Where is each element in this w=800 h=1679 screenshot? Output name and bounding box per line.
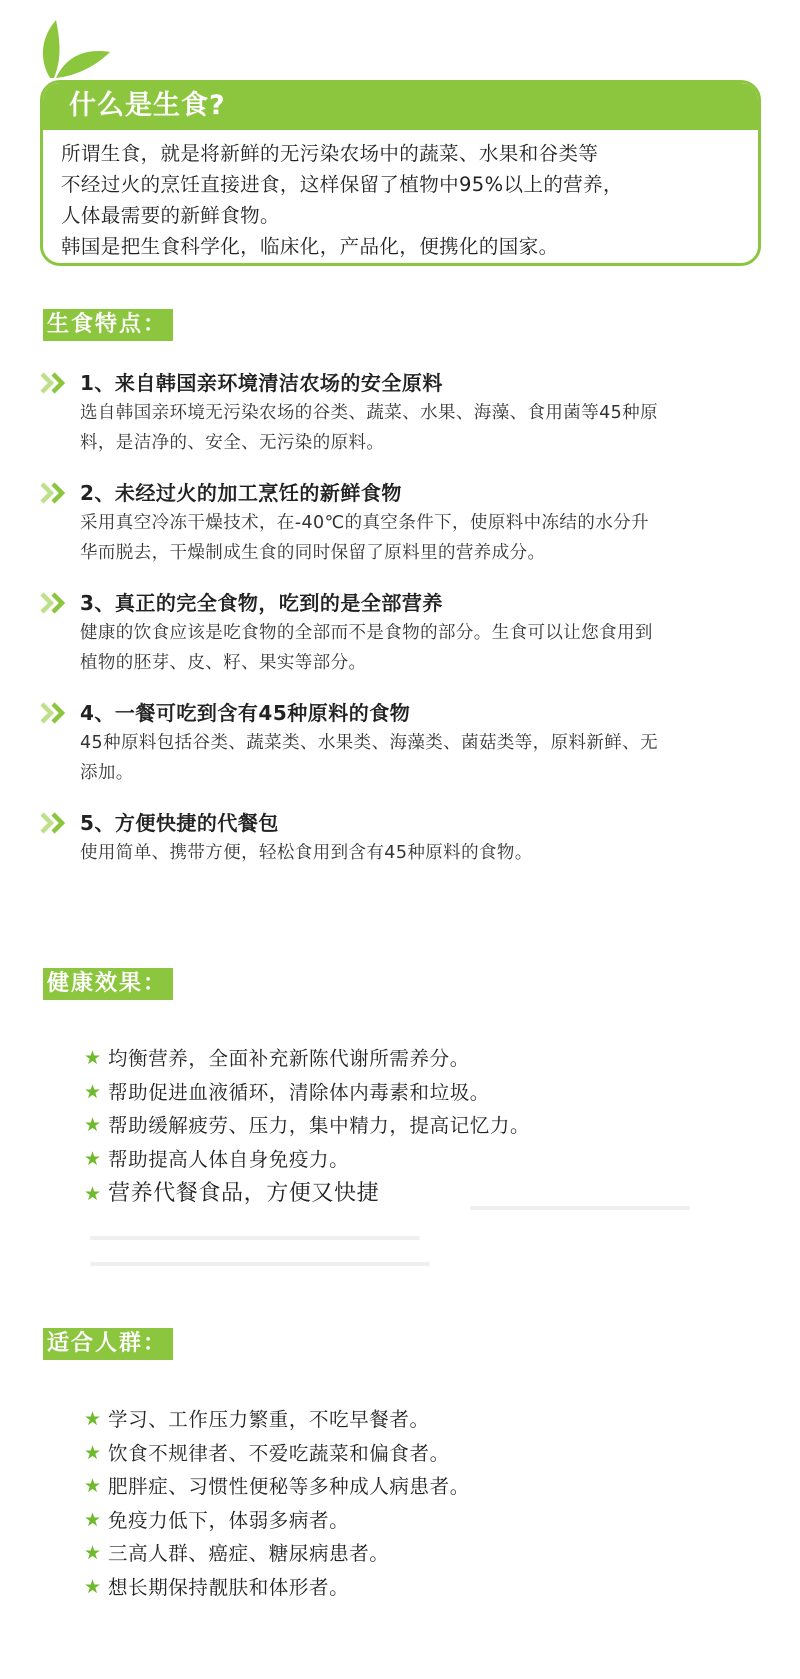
list-item — [84, 1076, 764, 1110]
feature-title: 4、一餐可吃到含有45种原料的食物 — [80, 701, 411, 725]
star-icon: ★ — [84, 1114, 102, 1136]
feature-desc: 华而脱去，干燥制成生食的同时保留了原料里的营养成分。 — [80, 543, 546, 563]
list-item-text: 三高人群、癌症、糖尿病患者。 — [108, 1542, 390, 1565]
list-item-text: 饮食不规律者、不爱吃蔬菜和偏食者。 — [108, 1441, 450, 1465]
list-item — [84, 1403, 764, 1437]
star-icon: ★ — [84, 1441, 102, 1464]
list-item — [84, 1143, 764, 1177]
double-chevron-right-icon — [40, 702, 70, 724]
feature-item — [40, 368, 770, 458]
intro-body — [43, 130, 758, 262]
star-icon: ★ — [84, 1542, 102, 1564]
star-icon: ★ — [84, 1080, 102, 1103]
list-item — [84, 1537, 764, 1571]
feature-title: 5、方便快捷的代餐包 — [80, 811, 279, 835]
audience-section-label: 适合人群： — [43, 1328, 173, 1360]
list-item-text: 免疫力低下，体弱多病者。 — [108, 1508, 350, 1532]
star-icon: ★ — [84, 1047, 102, 1069]
star-icon: ★ — [84, 1147, 102, 1170]
intro-line: 不经过火的烹饪直接进食，这样保留了植物中95%以上的营养， — [61, 173, 623, 196]
feature-desc: 45种原料包括谷类、蔬菜类、水果类、海藻类、菌菇类等，原料新鲜、无 — [80, 733, 658, 753]
feature-title: 2、未经过火的加工烹饪的新鲜食物 — [80, 481, 402, 505]
list-item-text: 肥胖症、习惯性便秘等多种成人病患者。 — [108, 1475, 470, 1498]
health-section-label: 健康效果： — [43, 968, 173, 1000]
feature-item — [40, 808, 770, 868]
list-item-text: 帮助促进血液循环，清除体内毒素和垃圾。 — [108, 1080, 490, 1104]
feature-desc: 料，是洁净的、安全、无污染的原料。 — [80, 433, 385, 453]
list-item — [84, 1504, 764, 1538]
features-section-label: 生食特点： — [43, 309, 173, 341]
list-item-text: 帮助提高人体自身免疫力。 — [108, 1147, 350, 1171]
star-icon: ★ — [84, 1183, 102, 1205]
leaf-icon — [36, 18, 116, 80]
star-icon: ★ — [84, 1508, 102, 1531]
intro-box — [40, 80, 761, 266]
double-chevron-right-icon — [40, 372, 70, 394]
intro-line: 所谓生食，就是将新鲜的无污染农场中的蔬菜、水果和谷类等 — [61, 142, 599, 165]
list-item — [84, 1109, 764, 1143]
intro-line: 韩国是把生食科学化，临床化，产品化，便携化的国家。 — [61, 235, 559, 258]
list-item-text: 学习、工作压力繁重，不吃早餐者。 — [108, 1408, 430, 1431]
faint-line — [90, 1262, 430, 1266]
feature-title: 3、真正的完全食物，吃到的是全部营养 — [80, 591, 443, 615]
list-item-text: 营养代餐食品，方便又快捷 — [108, 1181, 380, 1206]
feature-desc: 选自韩国亲环境无污染农场的谷类、蔬菜、水果、海藻、食用菌等45种原 — [80, 403, 658, 423]
feature-title: 1、来自韩国亲环境清洁农场的安全原料 — [80, 371, 443, 395]
star-icon: ★ — [84, 1475, 102, 1497]
health-list — [84, 1042, 764, 1212]
intro-title: 什么是生食? — [69, 90, 226, 121]
faint-line — [90, 1236, 420, 1240]
feature-desc: 添加。 — [80, 763, 134, 783]
feature-desc: 使用简单、携带方便，轻松食用到含有45种原料的食物。 — [80, 843, 533, 863]
list-item-text: 想长期保持靓肤和体形者。 — [108, 1575, 350, 1599]
double-chevron-right-icon — [40, 812, 70, 834]
list-item — [84, 1571, 764, 1605]
audience-list — [84, 1403, 764, 1604]
feature-desc: 植物的胚芽、皮、籽、果实等部分。 — [80, 653, 367, 673]
star-icon: ★ — [84, 1408, 102, 1430]
list-item — [84, 1042, 764, 1076]
feature-item — [40, 478, 770, 568]
intro-line: 人体最需要的新鲜食物。 — [61, 204, 280, 227]
star-icon: ★ — [84, 1575, 102, 1598]
intro-header — [43, 83, 758, 130]
feature-desc: 采用真空冷冻干燥技术，在-40℃的真空条件下，使原料中冻结的水分升 — [80, 513, 649, 533]
list-item — [84, 1437, 764, 1471]
feature-item — [40, 698, 770, 788]
features-list — [40, 368, 770, 888]
double-chevron-right-icon — [40, 482, 70, 504]
double-chevron-right-icon — [40, 592, 70, 614]
feature-item — [40, 588, 770, 678]
list-item — [84, 1470, 764, 1504]
faint-line — [470, 1206, 690, 1210]
feature-desc: 健康的饮食应该是吃食物的全部而不是食物的部分。生食可以让您食用到 — [80, 623, 653, 643]
list-item-text: 帮助缓解疲劳、压力，集中精力，提高记忆力。 — [108, 1114, 531, 1137]
list-item-text: 均衡营养，全面补充新陈代谢所需养分。 — [108, 1047, 470, 1070]
